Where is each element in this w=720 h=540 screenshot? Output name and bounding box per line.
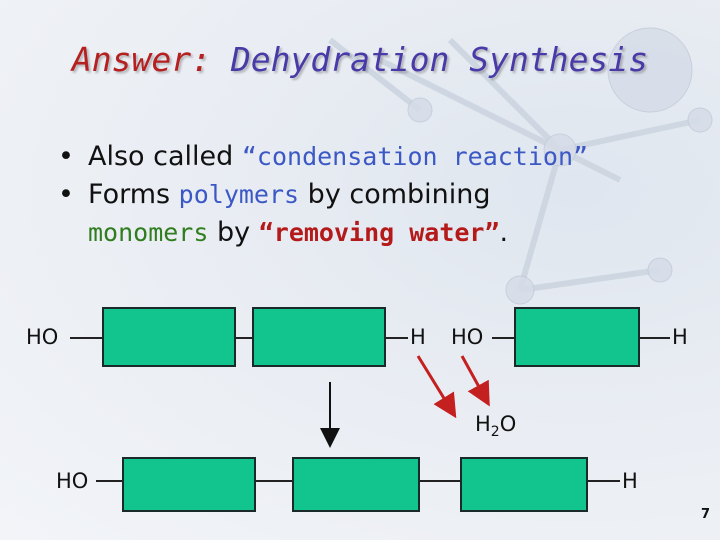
bottom-left-ho: HO bbox=[56, 469, 89, 493]
water-h: H bbox=[475, 412, 491, 436]
bottom-h: H bbox=[622, 469, 638, 493]
term-removing-water: “removing water” bbox=[258, 218, 500, 247]
bullet-1-prefix: Also called bbox=[88, 141, 242, 172]
bullet-dot: • bbox=[58, 141, 74, 172]
polymer-box bbox=[460, 457, 588, 512]
top-h-1: H bbox=[410, 325, 426, 349]
term-condensation-reaction: “condensation reaction” bbox=[241, 142, 589, 171]
title-label: Answer: bbox=[71, 40, 211, 79]
water-label bbox=[475, 412, 516, 440]
page-number: 7 bbox=[700, 507, 710, 522]
bullet-3-mid: by bbox=[208, 217, 259, 248]
bullet-3-end: . bbox=[499, 217, 509, 248]
term-polymers: polymers bbox=[178, 180, 300, 209]
bond-line bbox=[256, 480, 292, 482]
bullet-2-prefix: Forms bbox=[88, 179, 179, 210]
polymer-box bbox=[122, 457, 256, 512]
bond-line bbox=[96, 480, 122, 482]
top-left-ho: HO bbox=[26, 325, 59, 349]
bond-line bbox=[588, 480, 620, 482]
bond-line bbox=[420, 480, 460, 482]
top-mid-ho: HO bbox=[451, 325, 484, 349]
bullet-dot: • bbox=[58, 179, 74, 210]
term-monomers: monomers bbox=[88, 218, 209, 247]
water-o: O bbox=[499, 412, 517, 436]
title-text: Dehydration Synthesis bbox=[230, 40, 649, 79]
top-h-2: H bbox=[672, 325, 688, 349]
oh-removal-arrow bbox=[462, 356, 484, 396]
h-removal-arrow bbox=[418, 356, 450, 408]
bullet-2-suffix: by combining bbox=[299, 179, 491, 210]
water-subscript: 2 bbox=[490, 424, 500, 441]
polymer-box bbox=[292, 457, 420, 512]
